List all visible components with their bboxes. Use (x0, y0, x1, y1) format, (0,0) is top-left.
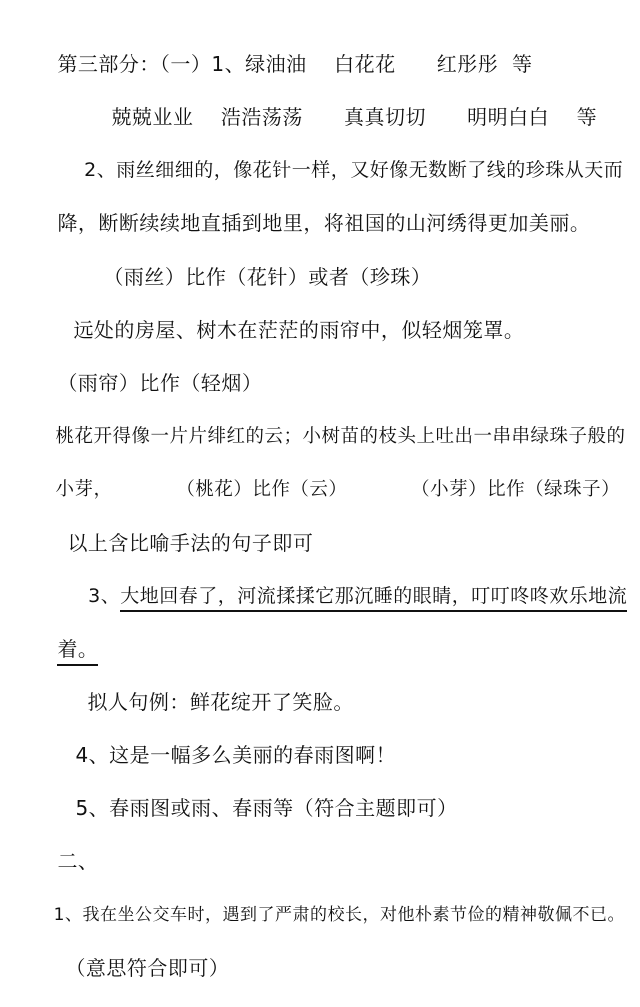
answer-number: 3、 (88, 585, 121, 607)
answer-text: （雨帘）比作（轻烟） (57, 371, 263, 395)
answer-line (38, 929, 229, 1007)
underlined-sentence: 大地回春了，河流揉揉它那沉睡的眼睛，叮叮咚咚欢乐地流 (120, 585, 627, 612)
answer-line (48, 769, 458, 847)
answer-text: 远处的房屋、树木在茫茫的雨帘中，似轻烟笼罩。 (73, 318, 525, 342)
answer-text: 5、春雨图或雨、春雨等（符合主题即可） (75, 796, 458, 820)
answer-text: （雨丝）比作（花针）或者（珍珠） (103, 265, 432, 289)
answer-text: 降，断断续续地直插到地里，将祖国的山河绣得更加美丽。 (57, 211, 591, 235)
answer-line (62, 557, 627, 635)
answer-text: （意思符合即可） (65, 956, 230, 980)
answer-text: 二、 (57, 849, 99, 873)
answer-text: 小芽， （桃花）比作（云） （小芽）比作（绿珠子） (55, 479, 621, 500)
answer-text: 兢兢业业 浩浩荡荡 真真切切 明明白白 等 (111, 105, 598, 129)
answer-text: 桃花开得像一片片绯红的云；小树苗的枝头上吐出一串串绿珠子般的 (55, 426, 626, 447)
underlined-sentence: 着。 (57, 637, 98, 666)
answer-text: 4、这是一幅多么美丽的春雨图啊！ (75, 743, 397, 767)
answer-text: 第三部分：（一）1、绿油油 白花花 红彤彤 等 (57, 52, 533, 76)
answer-text: 拟人句例：鲜花绽开了笑脸。 (87, 690, 354, 714)
answer-text: 以上含比喻手法的句子即可 (67, 531, 314, 555)
answer-text: 1、我在坐公交车时，遇到了严肃的校长，对他朴素节俭的精神敬佩不已。 (53, 905, 625, 925)
answer-text: 2、雨丝细细的，像花针一样，又好像无数断了线的珍珠从天而 (84, 159, 624, 181)
